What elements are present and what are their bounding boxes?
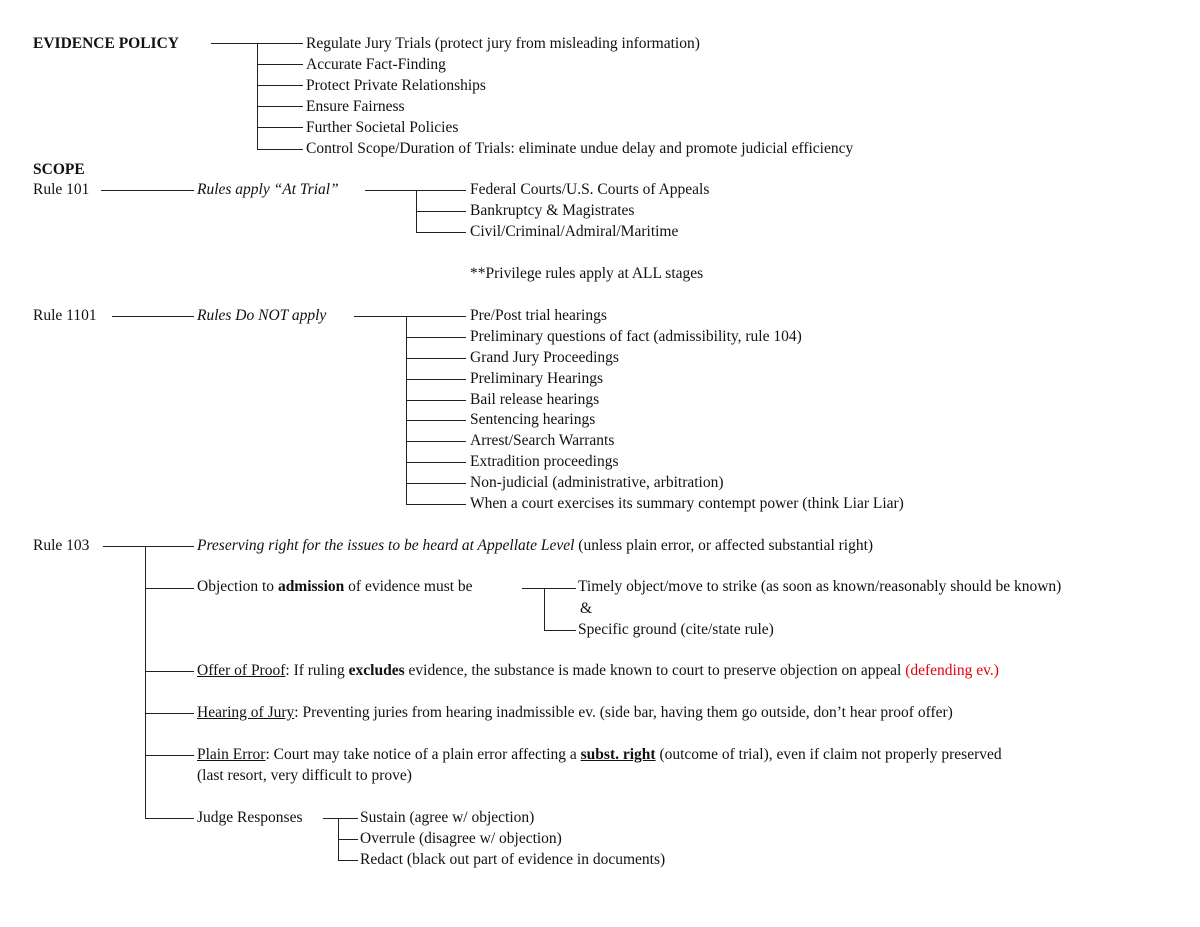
connector-line (145, 546, 146, 818)
connector-line (406, 400, 466, 401)
connector-line (338, 860, 358, 861)
connector-line (522, 588, 576, 589)
rule-1101-item: Pre/Post trial hearings (470, 307, 607, 324)
connector-line (103, 546, 194, 547)
objection-specific: Specific ground (cite/state rule) (578, 621, 774, 638)
connector-line (406, 483, 466, 484)
policy-item: Accurate Fact-Finding (306, 56, 446, 73)
plain-bold: subst. right (580, 746, 656, 763)
policy-item: Further Societal Policies (306, 119, 459, 136)
connector-line (112, 316, 194, 317)
policy-item: Protect Private Relationships (306, 77, 486, 94)
preserving-right-rest: (unless plain error, or affected substantial right) (574, 537, 874, 554)
objection-text (197, 577, 473, 597)
connector-line (257, 43, 258, 150)
offer-of-proof-text (197, 661, 999, 681)
rule-1101-item: Extradition proceedings (470, 453, 619, 470)
connector-line (211, 43, 257, 44)
connector-line (406, 420, 466, 421)
plain-post: (outcome of trial), even if claim not properly preserved (655, 746, 1002, 763)
rule-101-item: Civil/Criminal/Admiral/Maritime (470, 223, 679, 240)
rule-1101-branch: Rules Do NOT apply (197, 307, 327, 324)
judge-responses-label: Judge Responses (197, 809, 303, 826)
rule-1101-item: Preliminary questions of fact (admissibility, rule 104) (470, 328, 802, 345)
plain-pre: : Court may take notice of a plain error affecting a (265, 746, 581, 763)
connector-line (323, 818, 358, 819)
policy-item: Ensure Fairness (306, 98, 405, 115)
rule-1101-item: Preliminary Hearings (470, 370, 604, 387)
connector-line (145, 588, 194, 589)
objection-post: of evidence must be (344, 578, 473, 595)
preserving-right-italic: Preserving right for the issues to be heard at Appellate Level (197, 537, 575, 554)
policy-item: Regulate Jury Trials (protect jury from misleading information) (306, 35, 700, 52)
privilege-note: **Privilege rules apply at ALL stages (470, 265, 704, 282)
objection-timely: Timely object/move to strike (as soon as known/reasonably should be known) (578, 578, 1062, 595)
objection-pre: Objection to (197, 578, 278, 595)
rule-101-label: Rule 101 (33, 181, 90, 198)
offer-of-proof-term: Offer of Proof (197, 662, 286, 679)
rule-1101-item: Non-judicial (administrative, arbitration) (470, 474, 724, 491)
connector-line (406, 504, 466, 505)
connector-line (416, 232, 466, 233)
connector-line (257, 127, 303, 128)
connector-line (257, 64, 303, 65)
rule-1101-item: Arrest/Search Warrants (470, 432, 615, 449)
connector-line (354, 316, 466, 317)
connector-line (145, 818, 194, 819)
connector-line (257, 85, 303, 86)
rule-1101-item: Bail release hearings (470, 391, 600, 408)
connector-line (101, 190, 194, 191)
rule-1101-item: Sentencing hearings (470, 411, 596, 428)
connector-line (145, 713, 194, 714)
connector-line (406, 337, 466, 338)
connector-line (257, 106, 303, 107)
hearing-text: : Preventing juries from hearing inadmissible ev. (side bar, having them go outside, don’t hear proof offer) (294, 704, 953, 721)
connector-line (544, 630, 576, 631)
rule-1101-label: Rule 1101 (33, 307, 97, 324)
hearing-of-jury-term: Hearing of Jury (197, 704, 295, 721)
policy-item: Control Scope/Duration of Trials: eliminate undue delay and promote judicial efficiency (306, 140, 854, 157)
rule-101-item: Bankruptcy & Magistrates (470, 202, 635, 219)
connector-line (257, 149, 303, 150)
preserving-right-text (197, 536, 873, 556)
plain-error-term: Plain Error (197, 746, 266, 763)
connector-line (544, 588, 545, 630)
connector-line (406, 379, 466, 380)
rule-101-item: Federal Courts/U.S. Courts of Appeals (470, 181, 710, 198)
hearing-of-jury-text (197, 703, 953, 723)
connector-line (406, 462, 466, 463)
connector-line (257, 43, 303, 44)
judge-response-item: Redact (black out part of evidence in documents) (360, 851, 666, 868)
connector-line (338, 839, 358, 840)
connector-line (406, 441, 466, 442)
objection-amp: & (580, 600, 593, 617)
judge-response-item: Sustain (agree w/ objection) (360, 809, 535, 826)
connector-line (406, 316, 407, 504)
plain-error-line2: (last resort, very difficult to prove) (197, 767, 412, 784)
judge-response-item: Overrule (disagree w/ objection) (360, 830, 562, 847)
rule-1101-item: Grand Jury Proceedings (470, 349, 619, 366)
connector-line (416, 211, 466, 212)
offer-bold: excludes (348, 662, 405, 679)
rule-1101-item: When a court exercises its summary contempt power (think Liar Liar) (470, 495, 904, 512)
connector-line (145, 755, 194, 756)
rule-101-branch: Rules apply “At Trial” (197, 181, 339, 198)
rule-103-label: Rule 103 (33, 537, 90, 554)
plain-error-text (197, 745, 1002, 765)
offer-red-note: (defending ev.) (905, 662, 999, 679)
offer-pre: : If ruling (285, 662, 349, 679)
scope-heading: SCOPE (33, 161, 85, 178)
connector-line (406, 358, 466, 359)
connector-line (145, 671, 194, 672)
evidence-policy-heading: EVIDENCE POLICY (33, 35, 179, 52)
objection-bold: admission (277, 578, 345, 595)
offer-post: evidence, the substance is made known to court to preserve objection on appeal (404, 662, 906, 679)
